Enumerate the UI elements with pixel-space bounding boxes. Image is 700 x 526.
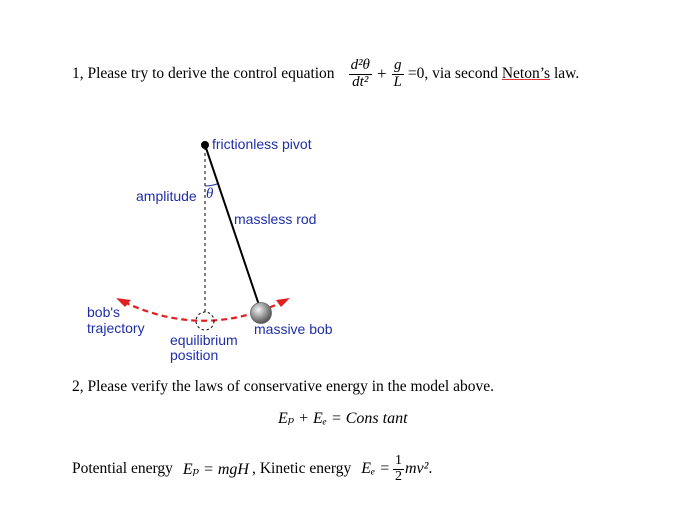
question-1-end: law. [550,65,580,82]
half-numerator: 1 [394,452,402,468]
energy-separator: , [251,460,256,477]
trajectory-label-line-2: trajectory [87,320,145,336]
energy-end-period: . [428,460,433,477]
kinetic-energy-rhs: mv² [404,460,429,477]
massless-rod [205,145,261,311]
equilibrium-label-line-1: equilibrium [170,332,238,348]
theta-symbol: θ [206,186,214,202]
equilibrium-label [170,333,238,363]
question-1-prefix: 1, Please try to derive the control equation [72,65,335,82]
half-denominator: 2 [394,468,402,484]
derivative-denominator: dt² [352,73,369,90]
kinetic-energy-label: Kinetic energy [259,460,352,477]
question-1-suffix: , via second [424,65,502,82]
g-numerator: g [392,58,404,75]
conservation-equation: Eₚ + Eₑ = Cons tant [278,410,408,427]
l-denominator: L [393,73,402,90]
potential-energy-label: Potential energy [72,460,173,477]
potential-energy-equation: Eₚ = mgH [182,461,249,478]
trajectory-label [87,304,145,336]
derivative-numerator: d²θ [350,56,370,73]
rod-label: massless rod [234,211,317,227]
one-half-fraction [393,454,404,484]
netons-link-text: Neton’s [501,65,551,82]
pivot-label: frictionless pivot [212,136,312,152]
question-2: 2, Please verify the laws of conservative energy in the model above. [72,378,494,395]
kinetic-energy-lhs: Eₑ = [361,460,390,477]
trajectory-label-line-1: bob's [87,304,121,320]
pivot-point [201,141,209,149]
plus-sign: + [376,64,387,83]
equilibrium-label-line-2: position [170,347,219,363]
bob-label: massive bob [254,321,333,337]
trajectory-arrow-right [276,298,290,307]
equals-zero: =0 [407,65,425,82]
energy-definitions [72,450,432,488]
amplitude-label: amplitude [136,188,197,204]
